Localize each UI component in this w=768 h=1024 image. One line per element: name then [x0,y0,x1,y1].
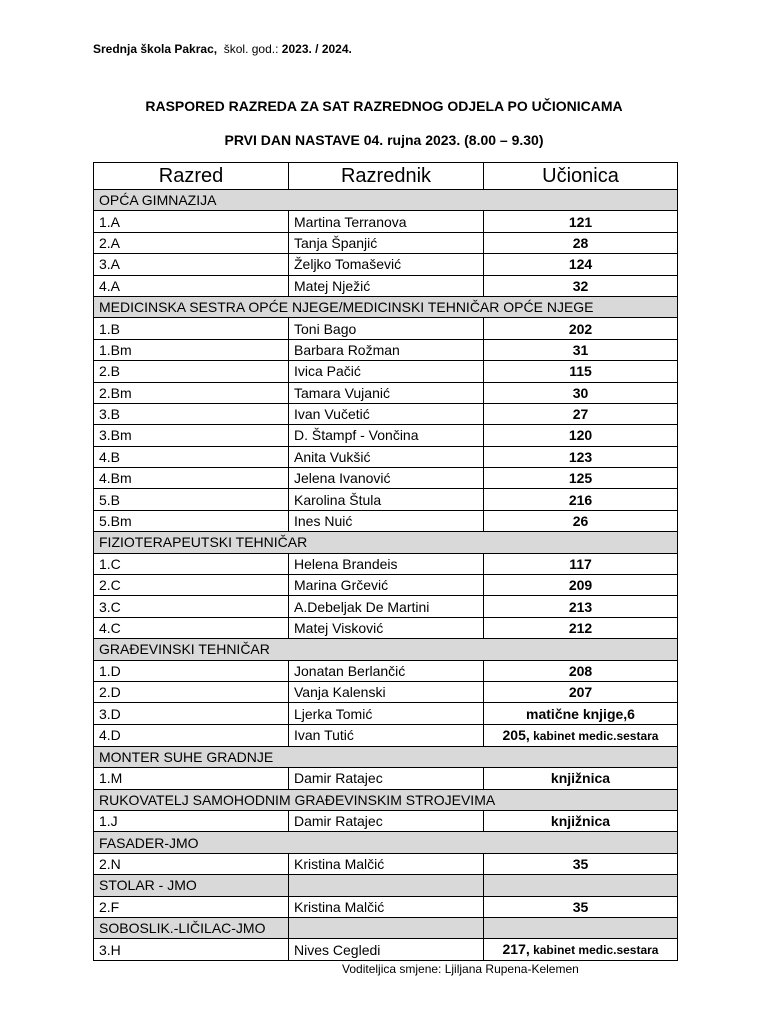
table-row [94,553,678,574]
table-body [94,190,678,961]
table-row [94,660,678,681]
teacher-cell: Ljerka Tomić [289,703,484,724]
room-value: 207 [568,684,593,701]
class-cell: 1.C [94,553,289,574]
section-row [94,746,678,767]
class-cell: 5.B [94,489,289,510]
column-header-ucionica: Učionica [484,163,678,190]
teacher-cell: Anita Vukšić [289,446,484,467]
class-cell: 4.B [94,446,289,467]
room-value: 209 [568,577,593,594]
teacher-cell: Damir Ratajec [289,768,484,789]
room-value: 124 [568,256,593,273]
section-row [94,832,678,853]
room-value: 202 [568,320,593,337]
teacher-cell: Barbara Rožman [289,339,484,360]
class-cell: 1.B [94,318,289,339]
table-row [94,939,678,961]
class-cell: 1.M [94,768,289,789]
teacher-cell: Kristina Malčić [289,896,484,917]
column-header-razred: Razred [94,163,289,190]
table-row [94,382,678,403]
teacher-cell: Ines Nuić [289,510,484,531]
table-header-row [94,163,678,190]
room-value: 28 [572,234,589,251]
room-value: 208 [568,662,593,679]
room-value: 115 [569,363,592,380]
room-cell [484,724,678,746]
room-cell [484,211,678,232]
teacher-cell: Damir Ratajec [289,810,484,831]
document-subtitle: PRVI DAN NASTAVE 04. rujna 2023. (8.00 – 9.30) [224,132,544,148]
teacher-cell: Tamara Vujanić [289,382,484,403]
table-row [94,896,678,917]
section-row [94,296,678,317]
room-cell [484,553,678,574]
teacher-cell: Jelena Ivanović [289,468,484,489]
class-cell: 2.B [94,361,289,382]
section-name: FASADER-JMO [94,832,678,853]
section-name: SOBOSLIK.-LIČILAC-JMO [94,917,289,938]
room-cell [484,318,678,339]
teacher-cell: Ivan Tutić [289,724,484,746]
section-row [94,917,678,938]
class-cell: 4.D [94,724,289,746]
school-header [93,42,352,56]
teacher-cell: Ivan Vučetić [289,403,484,424]
room-cell [484,254,678,275]
room-value: 26 [572,513,589,530]
teacher-cell: Matej Visković [289,617,484,638]
room-value: 32 [572,277,589,294]
room-cell [484,596,678,617]
class-cell: 3.C [94,596,289,617]
room-value: 30 [572,384,589,401]
table-row [94,211,678,232]
table-row [94,425,678,446]
room-cell [484,339,678,360]
class-cell: 3.B [94,403,289,424]
document-title: RASPORED RAZREDA ZA SAT RAZREDNOG ODJELA PO UČIONICAMA [145,98,623,114]
school-name: Srednja škola Pakrac, [93,42,218,56]
table-row [94,446,678,467]
teacher-cell: Marina Grčević [289,575,484,596]
class-cell: 1.J [94,810,289,831]
class-cell: 2.A [94,232,289,253]
table-row [94,232,678,253]
table-row [94,810,678,831]
teacher-cell: Helena Brandeis [289,553,484,574]
teacher-cell: Kristina Malčić [289,853,484,874]
class-cell: 1.A [94,211,289,232]
section-empty-cell [484,917,678,938]
room-cell [484,446,678,467]
class-cell: 3.H [94,939,289,961]
table-row [94,510,678,531]
class-cell: 4.C [94,617,289,638]
room-value: 35 [572,898,589,915]
room-value: matične knjige,6 [526,705,635,722]
class-cell: 2.Bm [94,382,289,403]
year-value: 2023. / 2024. [281,42,352,56]
section-name: GRAĐEVINSKI TEHNIČAR [94,639,678,660]
room-cell [484,275,678,296]
section-name: STOLAR - JMO [94,875,289,896]
class-cell: 2.D [94,681,289,702]
room-value: knjižnica [550,770,611,787]
section-empty-cell [484,875,678,896]
table-row [94,768,678,789]
table-row [94,853,678,874]
table-row [94,596,678,617]
table-row [94,403,678,424]
teacher-cell: A.Debeljak De Martini [289,596,484,617]
class-cell: 5.Bm [94,510,289,531]
section-row [94,789,678,810]
table-row [94,617,678,638]
room-cell [484,510,678,531]
schedule-table [93,162,678,961]
room-value: 205, [502,726,530,743]
table-row [94,275,678,296]
section-name: MONTER SUHE GRADNJE [94,746,678,767]
teacher-cell: Ivica Pačić [289,361,484,382]
room-value: 125 [568,470,593,487]
footer-note: Voditeljica smjene: Ljiljana Rupena-Kelemen [342,962,579,976]
room-value: 117 [569,555,592,572]
room-cell [484,403,678,424]
room-cell [484,660,678,681]
teacher-cell: Tanja Španjić [289,232,484,253]
room-value: 123 [568,448,593,465]
class-cell: 4.A [94,275,289,296]
table-row [94,339,678,360]
room-cell [484,853,678,874]
room-note: kabinet medic.sestara [529,943,659,958]
room-cell [484,425,678,446]
table-row [94,318,678,339]
room-cell [484,468,678,489]
section-row [94,639,678,660]
teacher-cell: Jonatan Berlančić [289,660,484,681]
table-row [94,575,678,596]
section-name: FIZIOTERAPEUTSKI TEHNIČAR [94,532,678,553]
teacher-cell: Vanja Kalenski [289,681,484,702]
class-cell: 3.D [94,703,289,724]
room-cell [484,361,678,382]
teacher-cell: Karolina Štula [289,489,484,510]
table-row [94,361,678,382]
class-cell: 2.F [94,896,289,917]
room-cell [484,939,678,961]
class-cell: 1.Bm [94,339,289,360]
room-cell [484,768,678,789]
table-row [94,489,678,510]
table-row [94,681,678,702]
room-value: 213 [568,598,593,615]
room-cell [484,617,678,638]
room-cell [484,489,678,510]
room-note: kabinet medic.sestara [529,728,659,743]
section-name: MEDICINSKA SESTRA OPĆE NJEGE/MEDICINSKI TEHNIČAR OPĆE NJEGE [94,296,678,317]
section-name: OPĆA GIMNAZIJA [94,190,678,211]
room-value: 35 [572,855,589,872]
table-row [94,724,678,746]
room-value: 31 [572,341,589,358]
room-cell [484,575,678,596]
table-row [94,703,678,724]
room-value: 216 [568,491,593,508]
room-value: knjižnica [550,813,611,830]
room-cell [484,681,678,702]
room-value: 217, [502,941,530,958]
room-cell [484,232,678,253]
teacher-cell: Toni Bago [289,318,484,339]
section-row [94,532,678,553]
table-row [94,468,678,489]
room-cell [484,810,678,831]
year-label: škol. god.: [223,42,279,56]
class-cell: 1.D [94,660,289,681]
class-cell: 3.Bm [94,425,289,446]
table-row [94,254,678,275]
section-row [94,190,678,211]
room-cell [484,703,678,724]
room-value: 212 [568,620,593,636]
column-header-razrednik: Razrednik [289,163,484,190]
teacher-cell: Matej Nježić [289,275,484,296]
room-value: 27 [572,406,589,423]
class-cell: 3.A [94,254,289,275]
teacher-cell: Nives Cegledi [289,939,484,961]
section-empty-cell [289,875,484,896]
teacher-cell: Martina Terranova [289,211,484,232]
section-empty-cell [289,917,484,938]
section-name: RUKOVATELJ SAMOHODNIM GRAĐEVINSKIM STROJEVIMA [94,789,678,810]
section-row [94,875,678,896]
room-value: 121 [568,213,593,230]
room-value: 120 [568,427,593,444]
class-cell: 2.N [94,853,289,874]
room-cell [484,896,678,917]
class-cell: 2.C [94,575,289,596]
room-cell [484,382,678,403]
teacher-cell: Željko Tomašević [289,254,484,275]
teacher-cell: D. Štampf - Vončina [289,425,484,446]
class-cell: 4.Bm [94,468,289,489]
